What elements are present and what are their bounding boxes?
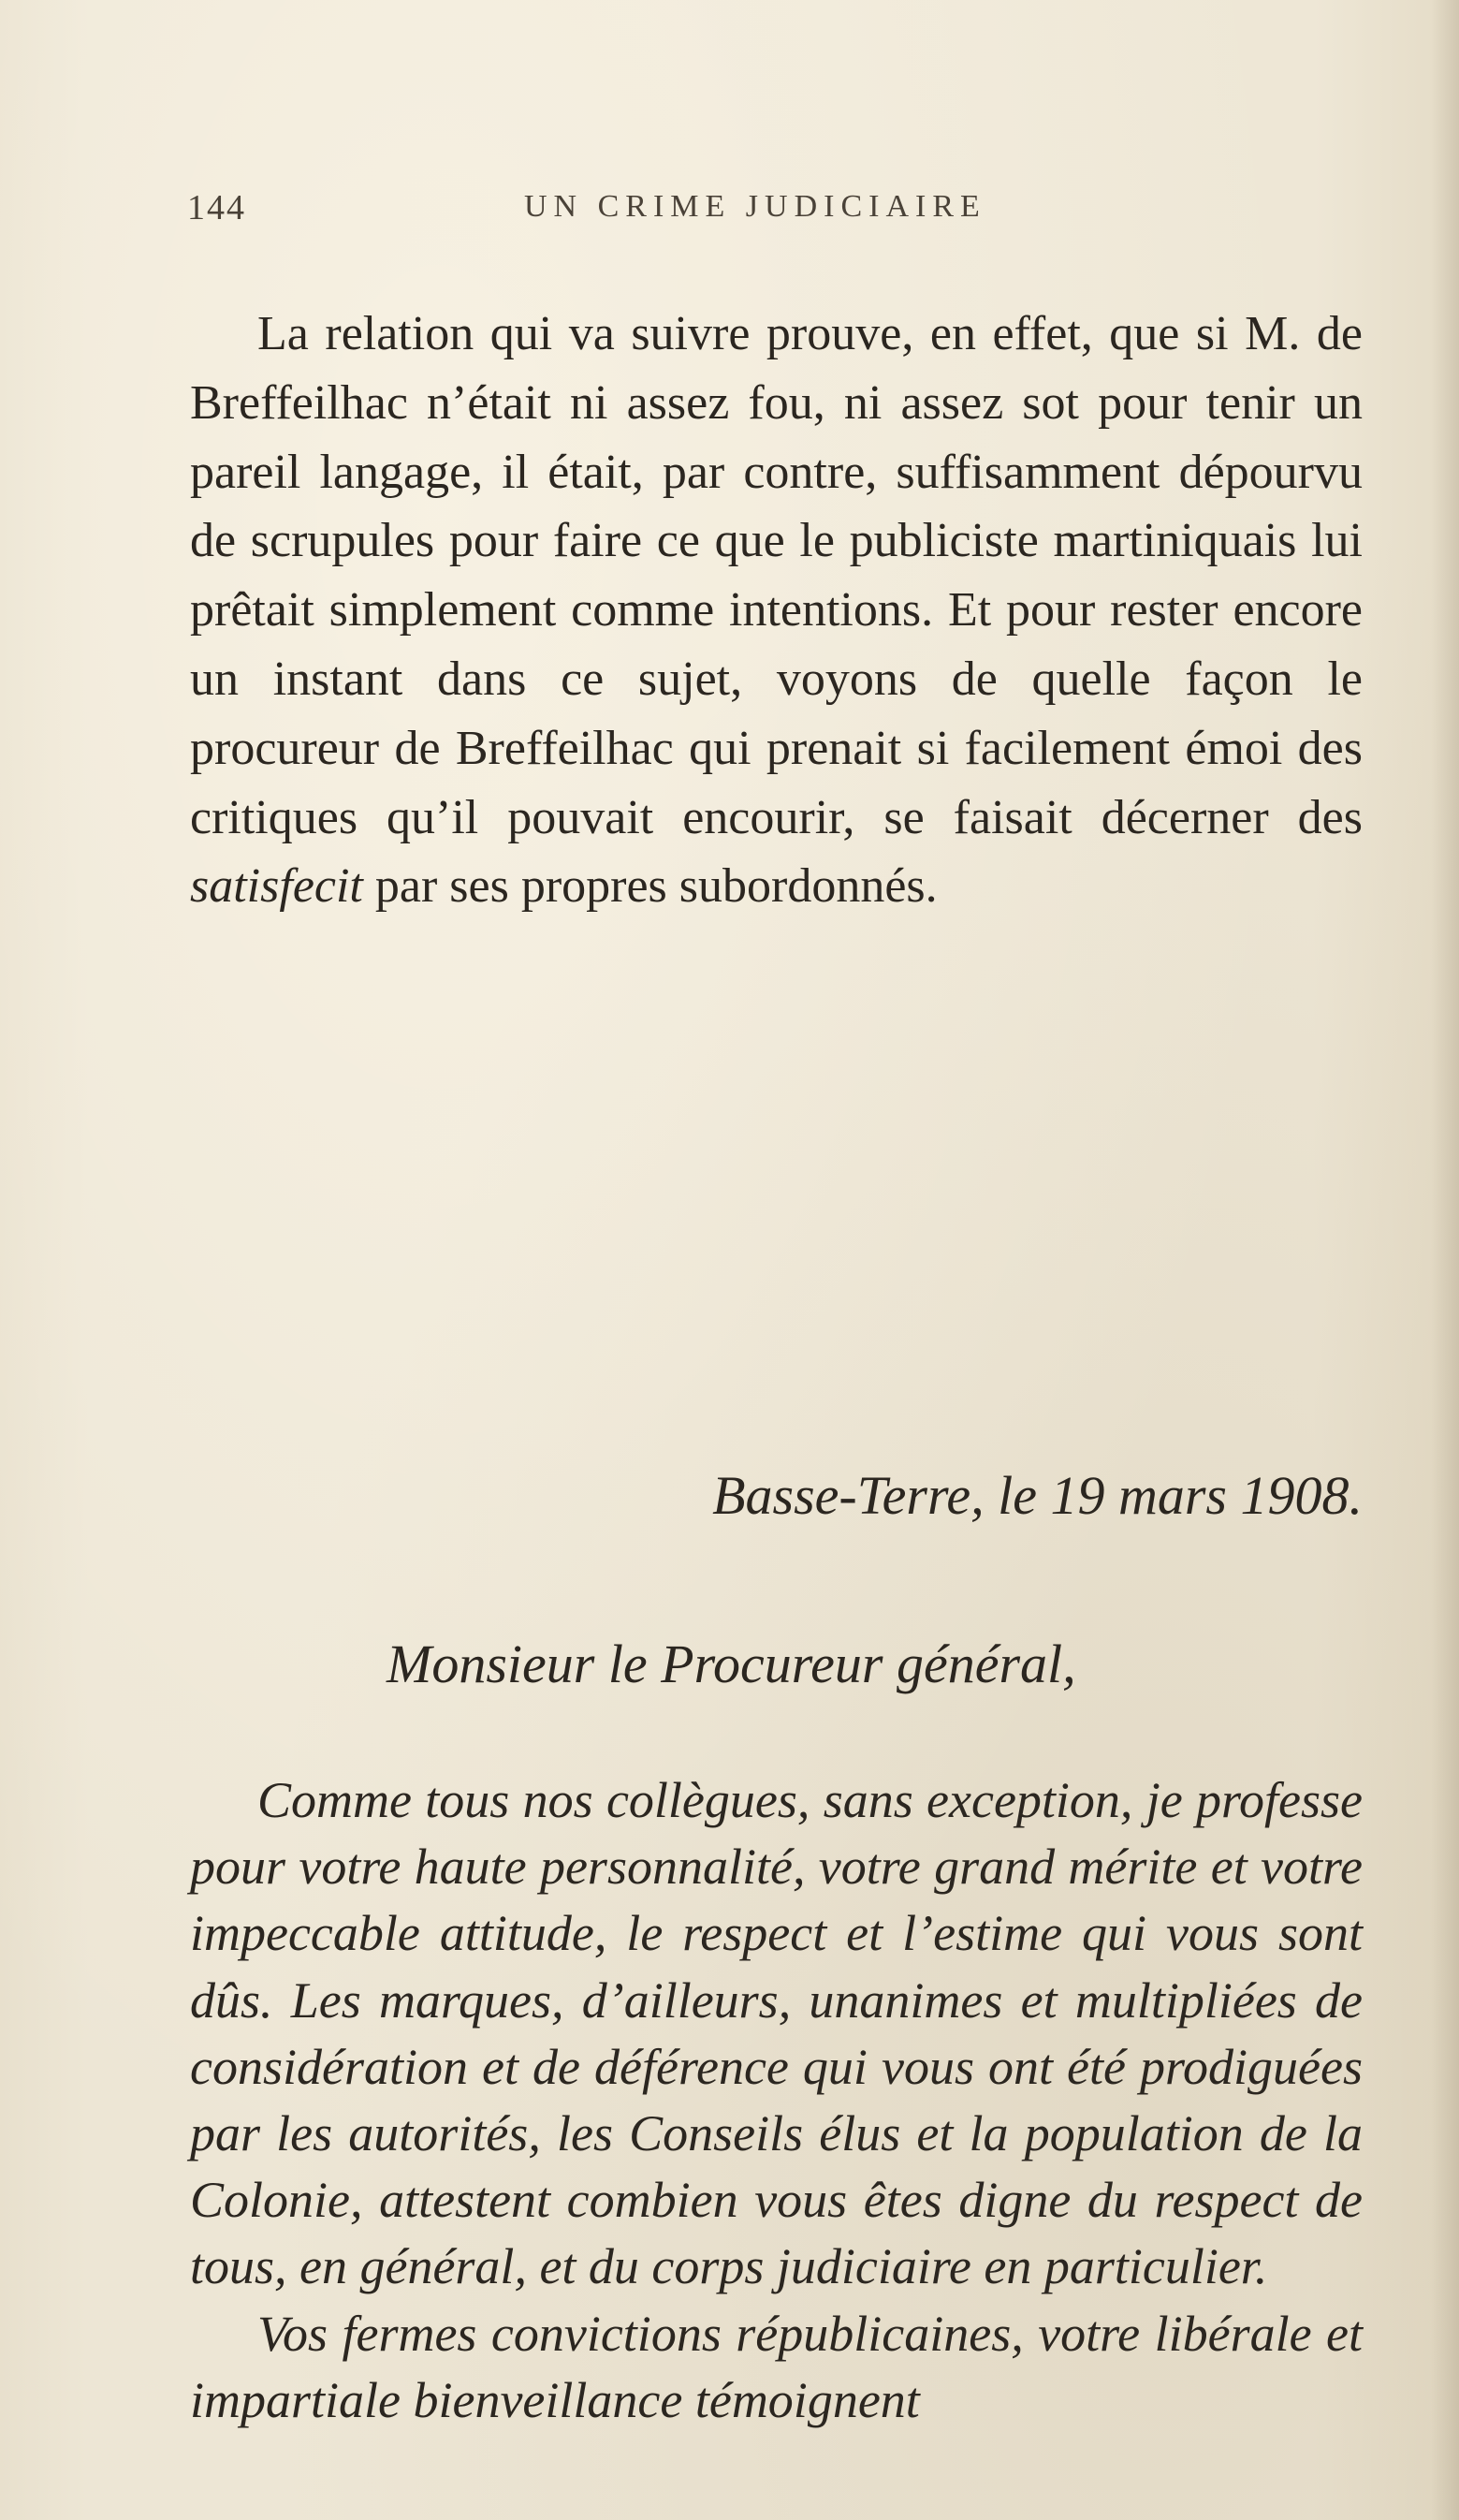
letter-paragraph-2: Vos fermes convictions républicaines, votre libérale et impartiale bienveillance témoignent [190,2305,1363,2428]
letter-salutation: Monsieur le Procureur général, [387,1634,1076,1694]
letter-paragraph-1: Comme tous nos collègues, sans exception, je professe pour votre haute personnalité, votre grand mérite et votre impeccable attitude, le respect et l’estime qui vous sont dûs. Les marques, d’ailleurs, unanimes et multipliées de considération et de déférence qui vous ont été prodiguées par les autorités, les Conseils élus et la population de la Colonie, attestent combien vous êtes digne du respect de tous, en général, et du corps judiciaire en particulier. [190,1772,1363,2295]
satisfecit-word: satisfecit [190,859,363,914]
body-paragraph [190,300,1363,921]
letter-date: Basse-Terre, le 19 mars 1908. [712,1465,1363,1526]
running-head [187,187,1366,243]
letter-body [190,1767,1363,2434]
book-title: UN CRIME JUDICIAIRE [524,189,986,224]
text-block [190,300,1363,2428]
page-edge-shadow [1431,0,1459,2520]
page-number: 144 [187,188,246,227]
body-paragraph-text: La relation qui va suivre prouve, en effet, que si M. de Breffeilhac n’était ni assez fou, ni assez sot pour tenir un pareil langage, il était, par contre, suffisamment dépourvu de scrupules pour faire ce que le publiciste martiniquais lui prêtait simplement comme intentions. Et pour rester encore un instant dans ce sujet, voyons de quelle façon le procureur de Breffeilhac qui prenait si facilement émoi des critiques qu’il pouvait encourir, se faisait décerner des [190,307,1363,844]
body-paragraph-tail: par ses propres subordonnés. [374,859,938,914]
